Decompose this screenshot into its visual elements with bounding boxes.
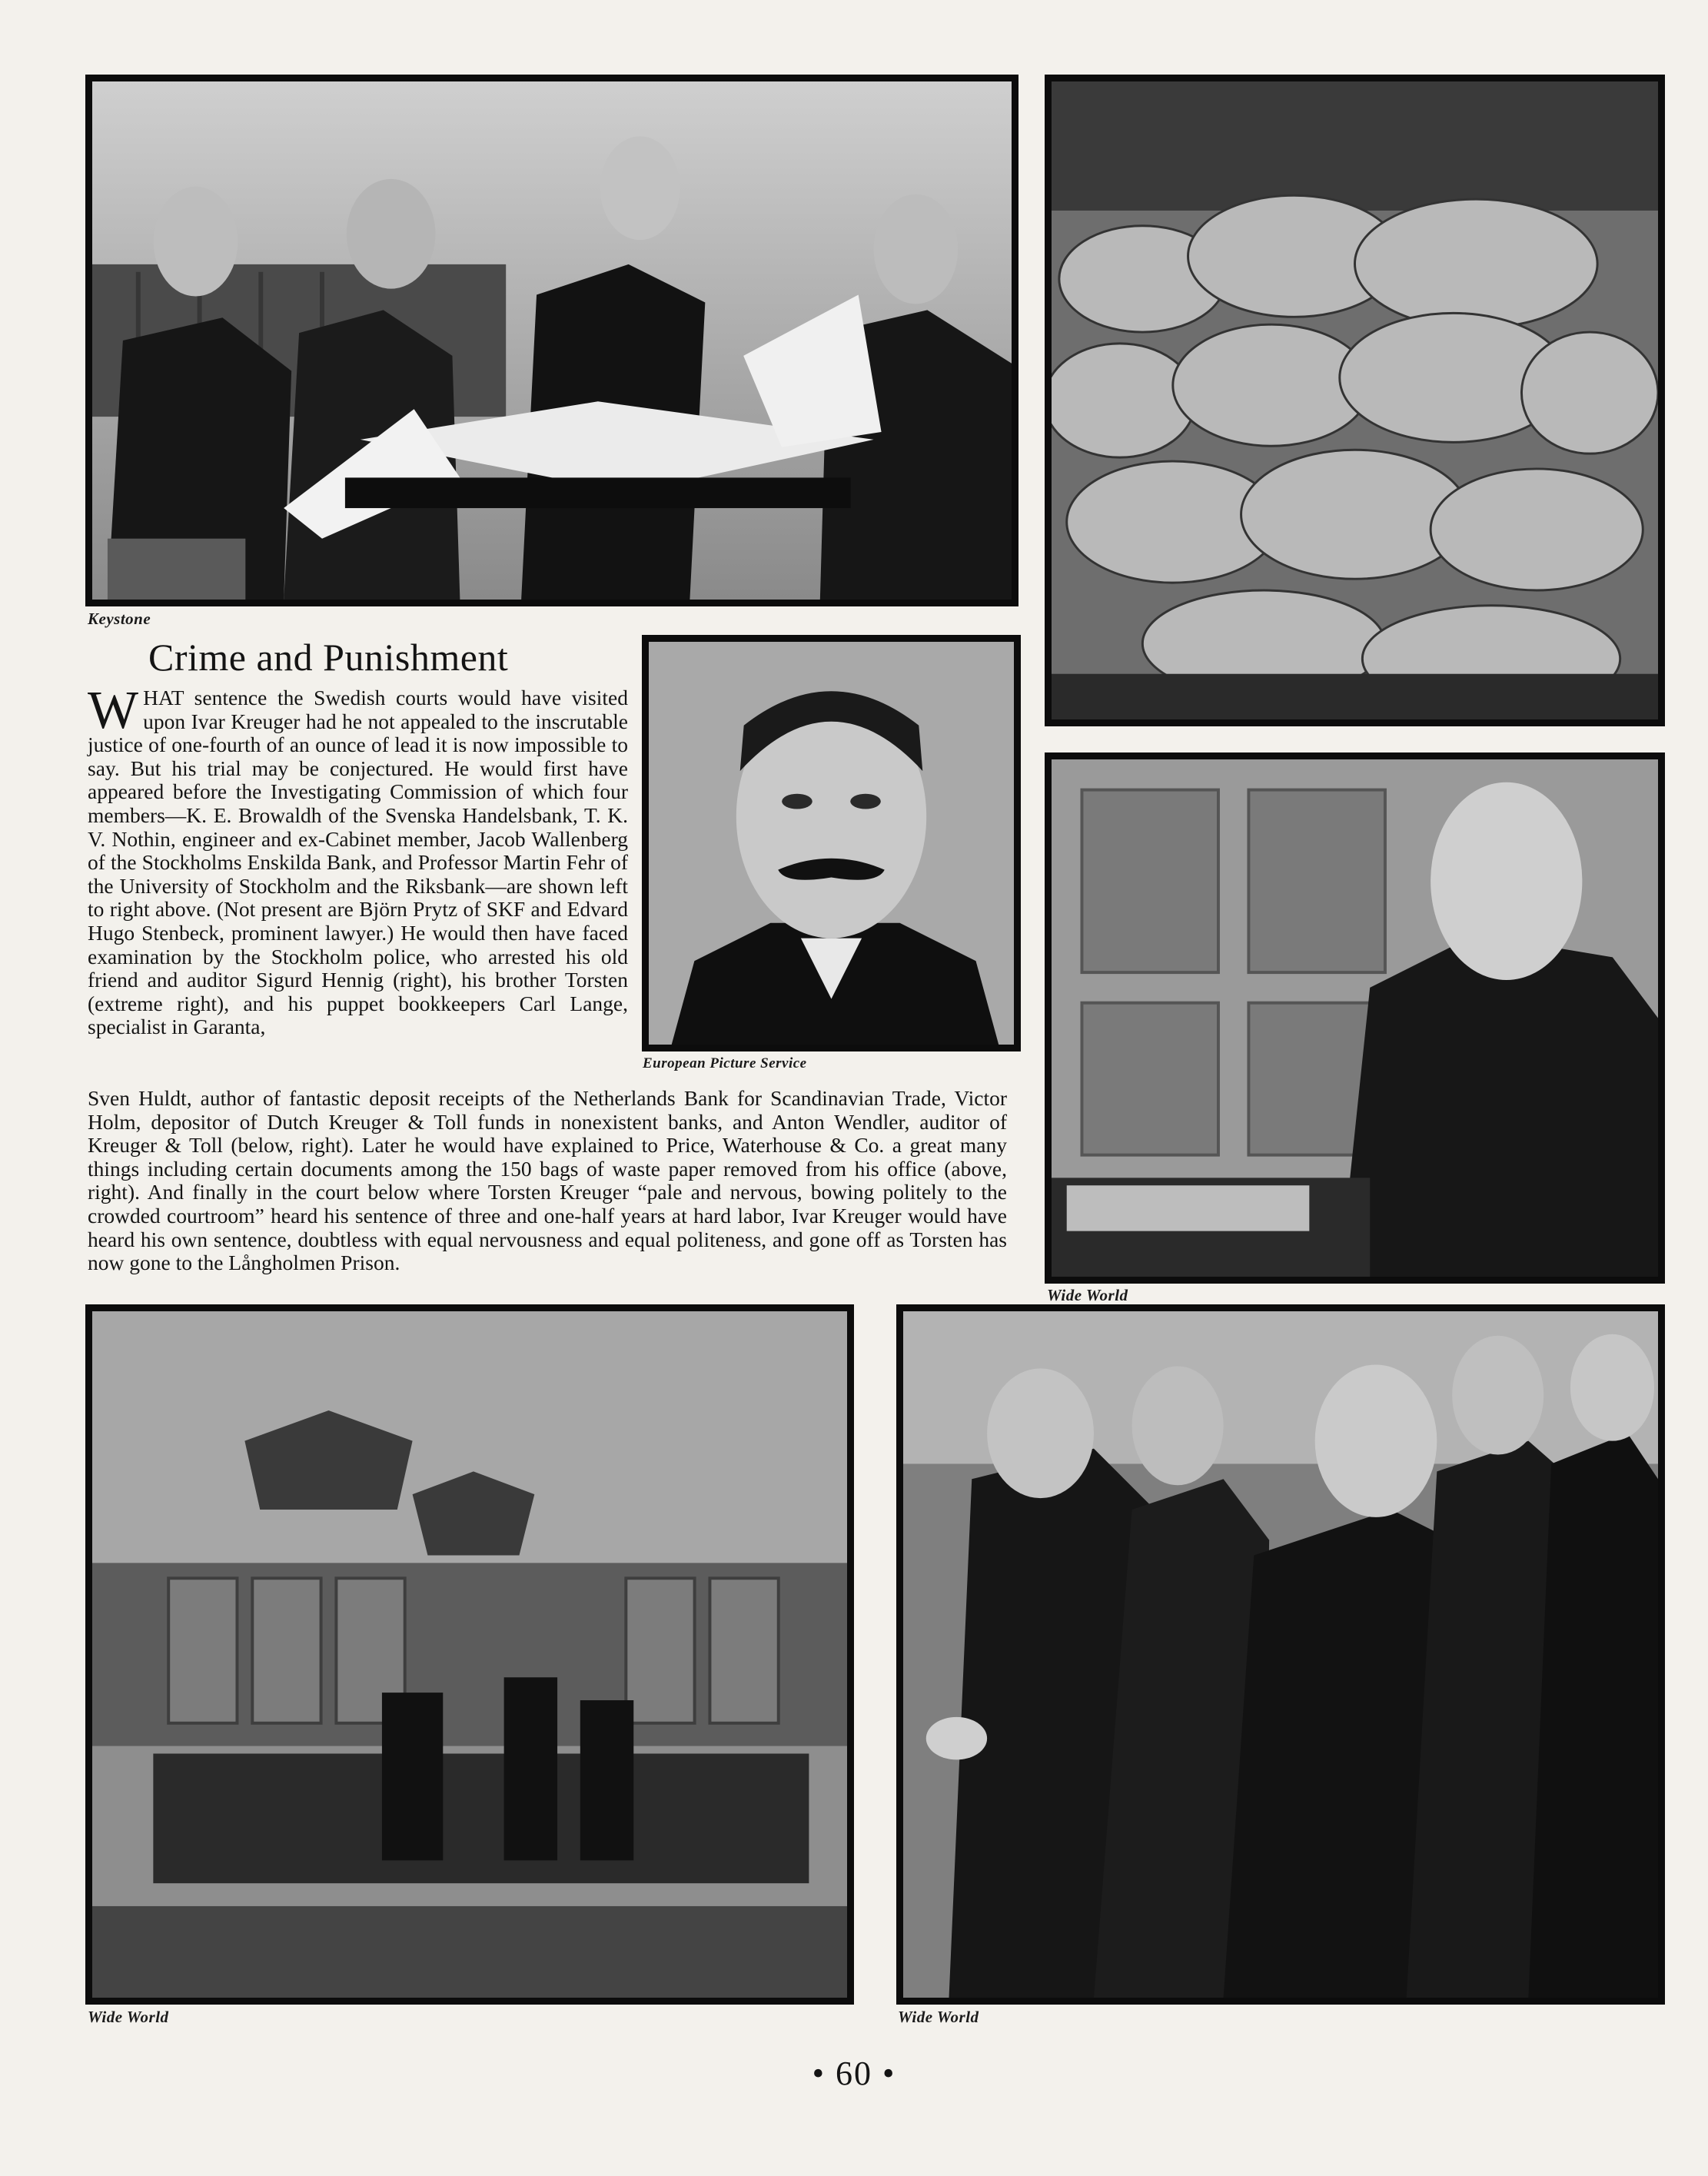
credit-commission: Keystone	[88, 610, 151, 628]
photo-courtroom	[85, 1304, 854, 2005]
photo-hennig	[1045, 752, 1665, 1284]
credit-defendants: Wide World	[898, 2008, 979, 2026]
article-body-wide	[88, 1087, 1007, 1275]
credit-hennig: Wide World	[1047, 1286, 1128, 1304]
credit-portrait: European Picture Service	[643, 1055, 807, 1071]
photo-defendants	[896, 1304, 1665, 2005]
photo-waste-paper-bags	[1045, 75, 1665, 726]
photo-portrait	[642, 635, 1021, 1051]
credit-courtroom: Wide World	[88, 2008, 169, 2026]
article-title: Crime and Punishment	[148, 636, 509, 679]
article-body-part-2: Sven Huldt, author of fantastic deposit receipts of the Netherlands Bank for Scandinavian Trade, Victor Holm, depositor of Dutch Kreuger & Toll funds in nonexistent banks, and Anton Wendler, auditor of Kreuger & Toll (below, right). Later he would have explained to Price, Waterhouse & Co. a great many things including certain documents among the 150 bags of waste paper removed from his office (above, right). And finally in the court below where Torsten Kreuger “pale and nervous, bowing politely to the crowded courtroom” heard his sentence of three and one-half years at hard labor, Ivar Kreuger would have heard his own sentence, doubtless with equal nervousness and equal politeness, and gone off as Torsten has now gone to the Långholmen Prison.	[88, 1086, 1007, 1275]
article-body-narrow	[88, 681, 628, 1039]
drop-cap: W	[88, 681, 139, 740]
article-body-part-1: HAT sentence the Swedish courts would have visited upon Ivar Kreuger had he not appealed to the inscrutable justice of one-fourth of an ounce of lead it is now impossible to say. But his trial may be conjectured. He would first have appeared before the Investigating Commission of which four members—K. E. Browaldh of the Svenska Handelsbank, T. K. V. Nothin, engineer and ex-Cabinet member, Jacob Wallenberg of the Stockholms Enskilda Bank, and Professor Martin Fehr of the University of Stockholm and the Riksbank—are shown left to right above. (Not present are Björn Prytz of SKF and Edvard Hugo Stenbeck, prominent lawyer.) He would then have faced examination by the Stockholm police, who arrested his old friend and auditor Sigurd Hennig (right), his brother Torsten (extreme right), and his puppet bookkeepers Carl Lange, specialist in Garanta,	[88, 686, 628, 1039]
photo-commission	[85, 75, 1018, 606]
page-number: • 60 •	[812, 2055, 896, 2092]
